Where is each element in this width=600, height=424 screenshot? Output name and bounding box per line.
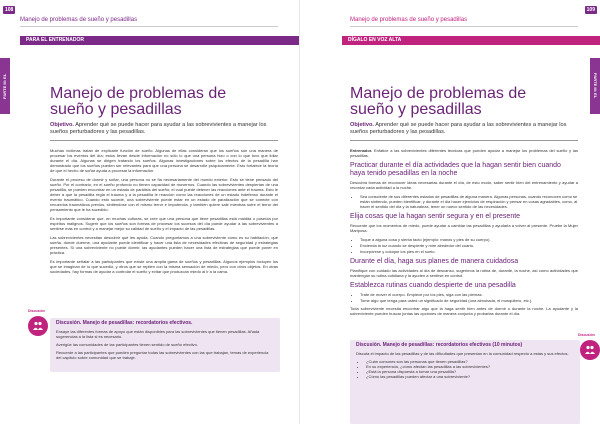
discussion-title: Discusión. Manejo de pesadillas: recordatorios efectivos (10 minutos): [356, 342, 523, 348]
lead-paragraph: [350, 148, 578, 158]
side-tab: PARTE III: EL ENTRENAMIENTO: [590, 58, 600, 114]
section-bar: DÍGALO EN VOZ ALTA: [342, 36, 600, 45]
list-item: • Tome algo que tenga para usted un significado de seguridad (una almohada, el mosquitero, etc.).: [360, 298, 578, 303]
list-item: • Trate de mover el cuerpo. Empiece por los pies, siga con las piernas.: [360, 292, 578, 297]
list-item: • Encienda la luz cuando se despierte y mire alrededor del cuarto.: [360, 243, 578, 248]
list-item: • Toque a alguna cosa y sienta tacto (ejemplo: manos y pies de su cuerpo).: [360, 237, 578, 242]
discussion-title: Discusión. Manejo de pesadillas: recordatorios efectivos.: [56, 320, 193, 326]
bullet-list: [350, 292, 578, 303]
objective-label: Objetivo.: [50, 122, 74, 128]
list-item: • Sea consciente de sus diferentes estados de pesadillas de alguna manera. Algunas personas, cuando reconocen como se están sintiendo, pueden identificar, y durante el día hacer ejercicios de respiración y pensar en cosas agradables, como, al hacer el sentido del día y la naturaleza, tener un nuevo sentido de las necesidades.: [360, 194, 578, 209]
section-body: Planifique con cuidado las actividades al día de descanso, sugerimos la rutina de, durante, la noche, así como actividades que mantengan su rutina cotidiana y la ayuden a sentirse en control.: [350, 268, 578, 278]
lead-label: Entrenador.: [350, 148, 373, 153]
objective-text: Aprender qué se puede hacer para ayudar a las sobrevivientes a manejar los sueños perturbadores y las pesadillas.: [50, 122, 267, 135]
bullet-list: [350, 194, 578, 209]
right-page: [300, 0, 600, 424]
paragraph: Es importante considerar que, en muchas culturas, se cree que una persona que tiene pesadillas está maldita o poseída por espíritus malignos. Sugerir que los sueños son formas de procesar los sucesos del día puede ayudar a las sobrevivientes a sentirse más en control y a manejar mejor su calidad de sueño y el impacto de las pesadillas.: [50, 216, 278, 231]
discussion-box: [350, 340, 580, 424]
discussion-item: Recuerde a las participantes que pueden preguntar todas las sobrevivientes con las que trabajan, temas de experiencia del capítulo sobre comunidad que se trabaje.: [56, 350, 269, 360]
objective-label: Objetivo.: [350, 122, 374, 128]
discussion-intro: Discuta el impacto de las pesadillas y de las dificultades que presentan en la comunidad respecto a estas y sus efectos.: [356, 351, 569, 356]
section-heading: Practicar durante el día actividades que la hagan sentir bien cuando haya tenido pesadillas en la noche: [350, 162, 561, 177]
body-text: [350, 148, 578, 320]
header-rule: [20, 26, 278, 27]
paragraph: Las sobrevivientes necesitan descubrir qué les ayuda. Cuando preguntamos a una sobreviviente cómo es su habitación, qué sueña, dónde duerme, una ayudante puede identificar y hacer una lista de necesidades efectivas de seguridad y estrategias presentes. Si una sobreviviente no puede dormir, las ayudantes pueden hacer una lista de estrategias que puede poner en práctica.: [50, 235, 278, 255]
discussion-item: • ¿Está la persona dispuesta a tomar una pesadilla?: [366, 369, 574, 374]
page-number: 108: [5, 7, 14, 13]
discussion-item: • ¿Cuán comunes son las personas que tienen pesadillas?: [366, 359, 574, 364]
page-title: Manejo de problemas de sueño y pesadillas: [350, 85, 527, 118]
bullet-list: [350, 237, 578, 254]
section-heading: Durante el día, haga sus planes de manera cuidadosa: [350, 258, 519, 265]
paragraph: Es importante señalar a las participantes que existe una amplia gama de sueños y pesadillas. Algunos ejemplos incluyen los que se imaginan de lo que sucedió, y otros que se repiten con la misma sensación de miedo, pero con otros objetos. En otras sociedades, hay formas de ayudar a controlar el sueño y evitar que produzcan miedo al ir a la cama.: [50, 259, 278, 274]
discussion-item: Averigüe las comunidades de las participantes tienen sentido de sueño efectivo.: [56, 342, 199, 347]
running-head: Manejo de problemas de sueño y pesadillas: [20, 17, 138, 23]
section-heading: Establezca rutinas cuando despierte de una pesadilla: [350, 282, 516, 289]
discussion-list: [356, 359, 574, 379]
side-tab: PARTE III: EL ENTRENAMIENTO: [0, 58, 10, 114]
section-bar: PARA EL ENTRENADOR: [20, 36, 300, 45]
objective-text: Aprender qué se puede hacer para ayudar a las sobrevivientes a manejar los sueños perturbadores y las pesadillas.: [350, 122, 567, 135]
body-text: [50, 148, 278, 278]
discussion-box: [50, 318, 280, 372]
objective: [50, 122, 278, 141]
paragraph: Durante el proceso de dormir y soñar, una persona no se fía necesariamente del mundo exterior. Esto se tiene pensado del sueño. Por el contrario, en el sueño profundo no tienen capacidad de movernos. Cuando las sobrevivientes despiertan de una pesadilla, se pueden encontrar en un estado de parálisis del sueño; el cual puede detener las reacciones ante el trauma. Esto le deber a que la pesadilla regla el trauma y a la pesadilla le reacción como las reacciones de un estado indefenso durante el evento traumático. Cuando esto sucede, una sobreviviente puede estar en un estado de paralización que se conecte con recuerdos traumáticos previos, sintiéndose con el mismo terror e impotencia, y también quiere salir mientras sufre el terror del pensamiento que le ha sucedido.: [50, 177, 278, 212]
page-title: Manejo de problemas de sueño y pesadillas: [50, 85, 227, 118]
header-rule: [350, 26, 578, 27]
paragraph: Muchas víctimas tratan de explicarle función de sueño. Algunas de ellas consideran que los sueños son una manera de procesar los eventos del día; estos llevan desde información no sólo lo que una persona hizo o con lo que tuvo que lidiar durante el día. Algunas se dirigen tratando los sueños. Algunas investigaciones sobre los efectos de la pesadilla han demostrado que los sueños pueden ser relevantes para que una persona se desarrolle psíquicamente. Esto fortalece la teoría de que el hecho de soñar ayuda a procesar la información.: [50, 148, 278, 173]
page-number: 109: [586, 7, 595, 13]
section-heading: Elija cosas que la hagan sentir segura y en el presente: [350, 213, 521, 220]
section-body: Recuerde que los momentos de miedo, puede ayudar a cambiar las pesadillas y ayudarla a volver al presente. Pruebe la Mujer Mariposa.: [350, 223, 578, 233]
objective: [350, 122, 578, 141]
section-body: Descubra formas de reconocer ideas necesarias durante el día, de esto modo, saber sentir bien del entrenamiento y ayudar a recordar cada actividad a la noche.: [350, 180, 578, 190]
discussion-icon: [580, 340, 600, 360]
list-item: • Incorpórese y coloque los pies en el suelo.: [360, 249, 578, 254]
discussion-icon-label: Discusión: [578, 333, 595, 337]
discussion-item: • ¿Cómo las pesadillas pueden afectar a una sobreviviente?: [366, 374, 574, 379]
running-head: Manejo de problemas de sueño y pesadillas: [350, 17, 468, 23]
discussion-item: • En su experiencia, ¿cómo afectan las pesadillas a las sobrevivientes?: [366, 364, 574, 369]
discussion-item: Ensaye las diferentes formas de apoyo que están disponibles para las sobrevivientes que tienen pesadillas. Añada sugerencias a la lista si es necesario.: [56, 329, 260, 339]
lead-text: Enfatice a las sobrevivientes diferentes técnicas que pueden ayudar a manejar los problemas del sueño y las pesadillas.: [350, 148, 578, 158]
discussion-icon: [28, 316, 48, 336]
section-body: Toda sobreviviente necesita encontrar algo que la haga sentir bien antes de dormir o durante la noche. La ayudante y la sobreviviente pueden buscar juntas las opciones de manera conjunta y probarlas durante el día.: [350, 306, 578, 316]
discussion-icon-label: Discusión: [28, 309, 45, 313]
